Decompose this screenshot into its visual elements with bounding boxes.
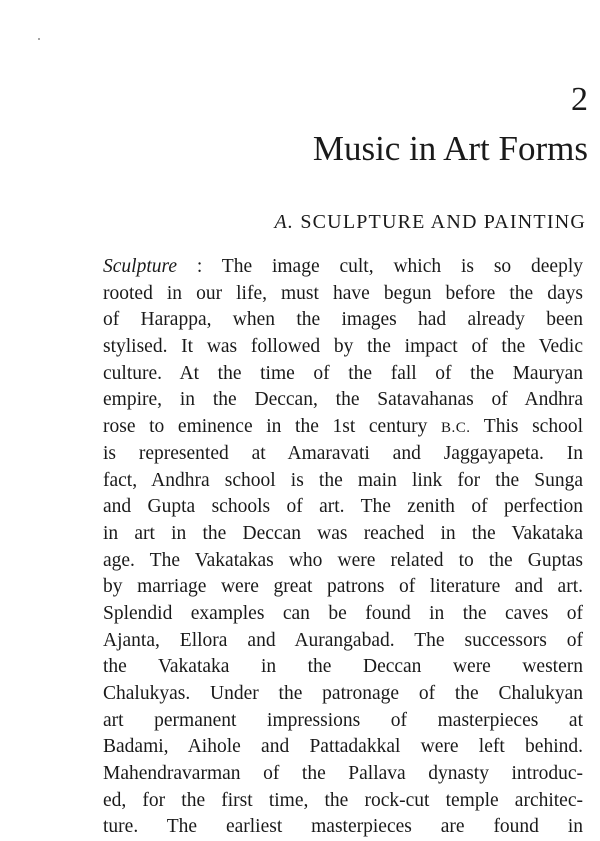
section-letter: A.: [274, 211, 295, 233]
section-title: SCULPTURE AND PAINTING: [300, 211, 586, 233]
paragraph-line: Badami, Aihole and Pattadakkal were left behind.: [103, 736, 583, 758]
chapter-number: 2: [571, 81, 588, 118]
paragraph-line: fact, Andhra school is the main link for the Sunga: [103, 469, 583, 491]
body-paragraph: [103, 254, 583, 841]
section-heading: [274, 209, 586, 235]
paragraph-line: ture. The earliest masterpieces are found in: [103, 816, 583, 838]
paragraph-line: in art in the Deccan was reached in the Vakataka: [103, 522, 583, 544]
paragraph-line: stylised. It was followed by the impact of the Vedic: [103, 336, 583, 358]
paragraph-line: is represented at Amaravati and Jaggayapeta. In: [103, 442, 583, 464]
paragraph-line: Mahendravarman of the Pallava dynasty introduc-: [103, 763, 583, 785]
scan-speck: [38, 38, 40, 40]
paragraph-line: Splendid examples can be found in the caves of: [103, 602, 583, 624]
paragraph-line: by marriage were great patrons of literature and art.: [103, 576, 583, 598]
paragraph-line: empire, in the Deccan, the Satavahanas of Andhra: [103, 389, 583, 411]
era-abbreviation: B.C.: [441, 420, 471, 437]
paragraph-line: Chalukyas. Under the patronage of the Chalukyan: [103, 683, 583, 704]
lead-term: Sculpture: [103, 256, 178, 277]
paragraph-line: and Gupta schools of art. The zenith of perfection: [103, 496, 583, 518]
paragraph-line: rooted in our life, must have begun before the days: [103, 282, 583, 304]
paragraph-line: age. The Vakatakas who were related to the Guptas: [103, 549, 583, 571]
paragraph-line: Sculpture : The image cult, which is so deeply: [103, 256, 583, 277]
paragraph-line: Ajanta, Ellora and Aurangabad. The successors of: [103, 629, 583, 651]
paragraph-line: culture. At the time of the fall of the Mauryan: [103, 362, 583, 384]
paragraph-line: ed, for the first time, the rock-cut temple architec-: [103, 789, 583, 811]
paragraph-line: rose to eminence in the 1st century B.C. This school: [103, 416, 583, 438]
paragraph-line: art permanent impressions of masterpieces at: [103, 709, 583, 731]
paragraph-line: of Harappa, when the images had already been: [103, 309, 583, 331]
chapter-title: Music in Art Forms: [312, 129, 588, 168]
paragraph-line: the Vakataka in the Deccan were western: [103, 656, 583, 678]
